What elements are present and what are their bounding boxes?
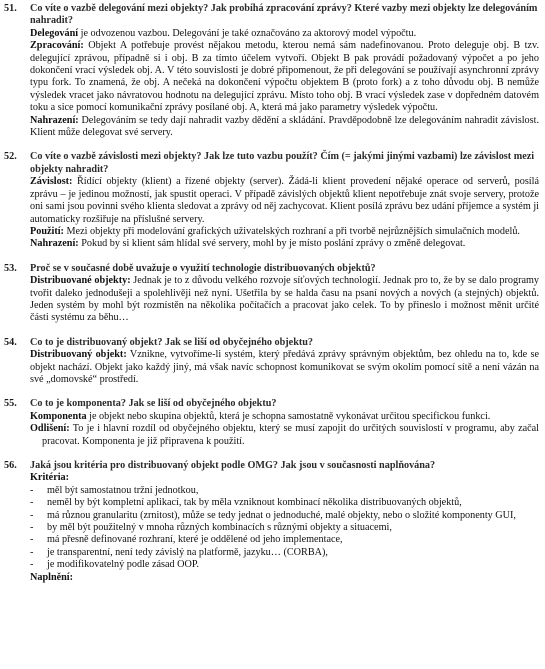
answer-paragraph bbox=[30, 28, 539, 40]
list-item bbox=[30, 547, 539, 559]
question-heading bbox=[4, 3, 539, 28]
dash-bullet: - bbox=[30, 522, 34, 534]
answer-body bbox=[30, 349, 539, 386]
list-item bbox=[30, 534, 539, 546]
answer-paragraph bbox=[30, 411, 539, 423]
answer-term: Distribuovaný objekt: bbox=[30, 349, 127, 361]
answer-text: Řídící objekty (klient) a řízené objekty (server). Žádá-li klient provedení nějaké operace od serverů, posílá zprávu – je jedinou možností, jak spustit operaci. V případě závislých objektů klient nepotřebuje znát svoje servery, protože oni sami jsou povinni svého klienta sledovat a zprávy od něj zachycovat. Klient posílá zprávu bez udání příjemce a systém ji automaticky rozšiřuje na příslušné servery. bbox=[30, 176, 539, 225]
list-item-text: má různou granularitu (zrnitost), může se tedy jednat o jednoduché, malé objekty, nebo o složité komponenty GUI, bbox=[47, 509, 516, 521]
answer-body bbox=[30, 176, 539, 250]
question-text: Jaká jsou kritéria pro distribuovaný objekt podle OMG? Jak jsou v současnosti naplňována? bbox=[30, 460, 436, 471]
question-52 bbox=[4, 151, 539, 250]
answer-text: Vznikne, vytvoříme-li systém, který předává zprávy správným objektům, bez ohledu na to, kde se objekt nachází. Objekt jako každý jiný, má však navíc schopnost komunikovat se svým okolím pomocí sítě a není vázán na své „domovské“ prostředí. bbox=[30, 349, 539, 385]
list-item bbox=[30, 510, 539, 522]
list-item-text: má přesně definované rozhraní, které je oddělené od jeho implementace, bbox=[47, 534, 343, 546]
answer-term: Nahrazení: bbox=[30, 114, 79, 126]
document-page bbox=[4, 3, 539, 584]
criteria-list bbox=[30, 485, 539, 572]
list-item-text: měl být samostatnou tržní jednotkou, bbox=[47, 484, 199, 496]
fulfillment-label: Naplnění: bbox=[30, 571, 74, 583]
answer-text: je odvozenou vazbou. Delegování je také označováno za aktorový model výpočtu. bbox=[78, 27, 417, 39]
answer-term: Zpracování: bbox=[30, 40, 84, 52]
answer-body bbox=[30, 275, 539, 325]
dash-bullet: - bbox=[30, 484, 34, 496]
question-text: Proč se v současné době uvažuje o využití technologie distribuovaných objektů? bbox=[30, 262, 376, 274]
question-heading bbox=[4, 398, 539, 410]
list-item-text: je transparentní, není tedy závislý na platformě, jazyku… (CORBA), bbox=[47, 546, 328, 558]
answer-paragraph bbox=[30, 176, 539, 226]
dash-bullet: - bbox=[30, 534, 34, 546]
answer-term: Nahrazení: bbox=[30, 238, 79, 250]
answer-term: Komponenta bbox=[30, 410, 87, 422]
answer-paragraph bbox=[30, 275, 539, 325]
answer-body bbox=[30, 472, 539, 584]
answer-term: Závislost: bbox=[30, 176, 73, 188]
answer-text: Delegováním se tedy dají nahradit vazby dědění a skládání. Pravděpodobně lze delegováním nahradit závislost. Klient může delegovat své servery. bbox=[30, 114, 539, 139]
question-56 bbox=[4, 460, 539, 584]
list-item bbox=[30, 559, 539, 571]
question-53 bbox=[4, 263, 539, 325]
question-number: 55. bbox=[4, 398, 17, 410]
question-number: 54. bbox=[4, 336, 17, 348]
answer-text: Objekt A potřebuje provést nějakou metodu, kterou nemá sám nadefinovanou. Proto deleguje obj. B tzv. delegující zprávou, případně si i obj. B za tímto účelem vytvoří. Objekt B pak provádí požadovaný výpočet a po jeho dokončení vrací výsledek obj. A. V této souvislosti je dobré připomenout, že při delegování se používají asynchronní zprávy typu fork. To znamená, že obj. A nečeká na dokončení výpočtu objektem B (proto fork) a z toho důvodu obj. B nemůže výsledek vracet jako návratovou hodnotu na delegující zprávu. Místo toho obj. B vrací výsledek zase v dopředném datovém toku a sice pomocí komunikační zprávy posílané obj. A, která má jako parametry výsledek výpočtu. bbox=[30, 40, 539, 114]
question-text: Co to je distribuovaný objekt? Jak se liší od obyčejného objektu? bbox=[30, 336, 314, 348]
question-51 bbox=[4, 3, 539, 139]
question-heading bbox=[4, 337, 539, 349]
question-heading bbox=[4, 460, 539, 472]
answer-text: Jednak je to z důvodu velkého rozvoje síťových technologií. Jednak pro to, že by se dalo programy tvořit daleko jednodušeji a spolehlivěji než nyní. Ušetřila by se halda času na psaní nových a nových (a stejných) objektů. Jeden systém by mohl být rozmístěn na několika počítačích a pracovat jako celek. To by přineslo i možnost měnit určité části systému za běhu… bbox=[30, 275, 540, 324]
question-number: 53. bbox=[4, 262, 17, 274]
answer-term: Odlišení: bbox=[30, 423, 70, 435]
list-item bbox=[30, 485, 539, 497]
question-heading bbox=[4, 151, 539, 176]
answer-text: Mezi objekty při modelování grafických uživatelských rozhraní a při tvorbě nejrůznějších simulačních modelů. bbox=[63, 225, 520, 237]
list-item-text: neměl by být kompletní aplikací, tak by měla vzniknout kombinací několika distribuovaných objektů, bbox=[47, 497, 462, 509]
answer-body bbox=[30, 411, 539, 448]
answer-term: Použití: bbox=[30, 225, 64, 237]
dash-bullet: - bbox=[30, 497, 34, 509]
list-item bbox=[30, 497, 539, 509]
answer-paragraph bbox=[30, 423, 539, 448]
answer-body bbox=[30, 28, 539, 140]
question-55 bbox=[4, 398, 539, 448]
answer-paragraph bbox=[30, 349, 539, 386]
question-number: 52. bbox=[4, 151, 17, 163]
dash-bullet: - bbox=[30, 509, 34, 521]
question-54 bbox=[4, 337, 539, 387]
answer-term: Delegování bbox=[30, 27, 79, 39]
question-number: 56. bbox=[4, 460, 17, 471]
answer-term: Distribuované objekty: bbox=[30, 275, 131, 287]
answer-paragraph bbox=[30, 115, 539, 140]
answer-paragraph bbox=[30, 40, 539, 114]
question-heading bbox=[4, 263, 539, 275]
dash-bullet: - bbox=[30, 559, 34, 571]
list-item-text: by měl být použitelný v mnoha různých kombinacích s různými objekty a situacemi, bbox=[47, 522, 392, 534]
dash-bullet: - bbox=[30, 546, 34, 558]
answer-text: To je i hlavní rozdíl od obyčejného objektu, který se musí zapojit do určitých souvislostí v programu, aby začal pracovat. Komponenta je již připravena k použití. bbox=[42, 423, 539, 447]
answer-text: Pokud by si klient sám hlídal své servery, mohl by je místo poslání zprávy o změně delegovat. bbox=[78, 238, 466, 250]
question-text: Co to je komponenta? Jak se liší od obyčejného objektu? bbox=[30, 398, 277, 410]
question-text: Co víte o vazbě delegování mezi objekty? Jak probíhá zpracování zprávy? Které vazby mezi objekty lze delegováním nahradit? bbox=[30, 3, 538, 27]
question-text: Co víte o vazbě závislosti mezi objekty? Jak lze tuto vazbu použít? Čím (= jakými jinými vazbami) lze závislost mezi objekty nahradit? bbox=[30, 151, 535, 175]
list-item bbox=[30, 522, 539, 534]
list-item-text: je modifikovatelný podle zásad OOP. bbox=[47, 559, 199, 571]
answer-paragraph bbox=[30, 238, 539, 250]
answer-paragraph bbox=[30, 226, 539, 238]
question-number: 51. bbox=[4, 3, 17, 14]
answer-text: je objekt nebo skupina objektů, která je schopna samostatně vykonávat určitou specifickou funkci. bbox=[86, 410, 491, 422]
criteria-label: Kritéria: bbox=[30, 472, 70, 484]
